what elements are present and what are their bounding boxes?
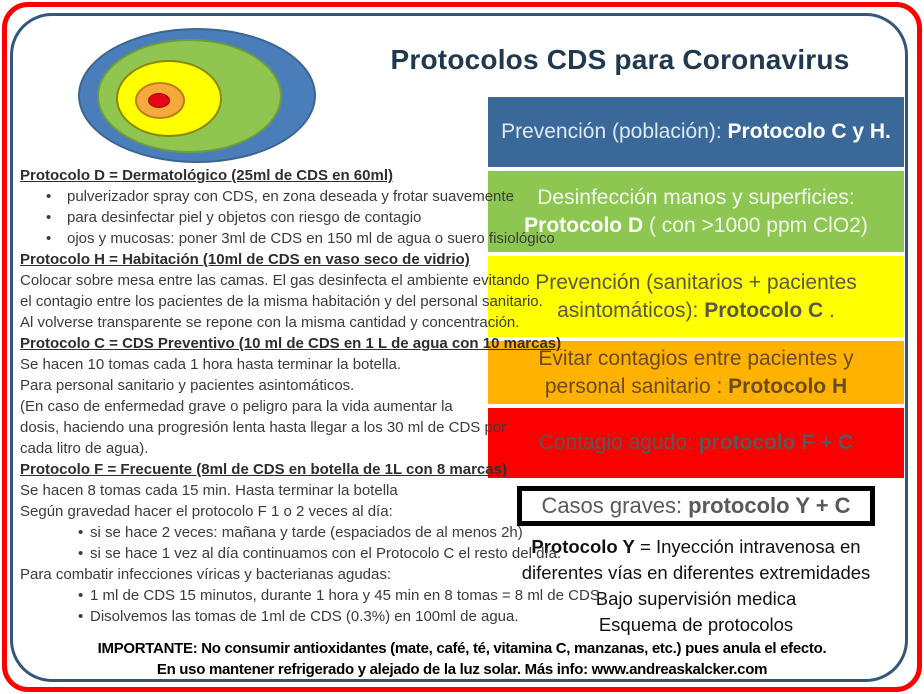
bullet-icon: •	[46, 209, 52, 226]
box-casos-graves: Casos graves: protocolo Y + C	[517, 486, 875, 526]
footer-line1: IMPORTANTE: No consumir antioxidantes (mate, café, té, vitamina C, manzanas, etc.) pues anula el efecto.	[97, 640, 827, 657]
box-prevencion-poblacion: Prevención (población): Protocolo C y H.	[488, 97, 904, 167]
box-desinfeccion-manos: Desinfección manos y superficies: Protocolo D ( con >1000 ppm ClO2)	[488, 171, 904, 252]
bullet-icon: •	[78, 545, 84, 562]
protocol-text-line: Se hacen 8 tomas cada 15 min. Hasta terminar la botella	[20, 482, 398, 499]
protocol-text-line: Según gravedad hacer el protocolo F 1 o 2 veces al día:	[20, 503, 393, 520]
protocol-text-line: • si se hace 1 vez al día continuamos con el Protocolo C el resto del día.	[78, 545, 562, 562]
protocol-text-line: • si se hace 2 veces: mañana y tarde (espaciados de al menos 2h)	[78, 524, 523, 541]
protocol-text-line: • para desinfectar piel y objetos con riesgo de contagio	[46, 209, 422, 226]
protocol-y-line2: diferentes vías en diferentes extremidades	[521, 562, 871, 583]
protocol-text-line: Para combatir infecciones víricas y bacterianas agudas:	[20, 566, 392, 583]
page-title: Protocolos CDS para Coronavirus	[390, 44, 850, 75]
protocol-text-line: Colocar sobre mesa entre las camas. El gas desinfecta el ambiente evitando	[20, 272, 530, 289]
box-prevencion-sanitarios: Prevención (sanitarios + pacientes asintomáticos): Protocolo C .	[488, 256, 904, 337]
protocol-text-line: Se hacen 10 tomas cada 1 hora hasta terminar la botella.	[20, 356, 402, 373]
protocol-y-line1: Protocolo Y = Inyección intravenosa en	[531, 536, 861, 557]
protocol-text-line: Protocolo H = Habitación (10ml de CDS en vaso seco de vidrio)	[20, 251, 470, 268]
protocol-text-line: Al volverse transparente se repone con la misma cantidad y concentración.	[20, 314, 520, 331]
protocol-details	[20, 165, 604, 627]
bullet-icon: •	[46, 230, 52, 247]
bullet-icon: •	[46, 188, 52, 205]
protocol-text-line: Protocolo D = Dermatológico (25ml de CDS en 60ml)	[20, 167, 393, 184]
protocol-text-line: • ojos y mucosas: poner 3ml de CDS en 150 ml de agua o suero fisiológico	[46, 230, 555, 247]
severity-boxes-column	[488, 97, 904, 526]
footer-warning	[0, 638, 924, 680]
box-contagio-agudo: Contagio agudo: protocolo F + C	[488, 408, 904, 478]
protocol-y-line4: Esquema de protocolos	[598, 614, 794, 635]
protocol-y-line3: Bajo supervisión medica	[595, 588, 797, 609]
protocol-text-line: (En caso de enfermedad grave o peligro para la vida aumentar la	[20, 398, 453, 415]
bullet-icon: •	[78, 608, 84, 625]
protocol-text-line: cada litro de agua).	[20, 440, 149, 457]
bullet-icon: •	[78, 524, 84, 541]
protocol-text-line: • pulverizador spray con CDS, en zona deseada y frotar suavemente	[46, 188, 514, 205]
protocol-text-line: dosis, haciendo una progresión lenta hasta llegar a los 30 ml de CDS por	[20, 419, 507, 436]
footer-line2: En uso mantener refrigerado y alejado de la luz solar. Más info: www.andreaskalcker.com	[156, 661, 768, 678]
protocol-text-line: • Disolvemos las tomas de 1ml de CDS (0.3%) en 100ml de agua.	[78, 608, 519, 625]
protocol-text-line: el contagio entre los pacientes de la misma habitación y del personal sanitario.	[20, 293, 543, 310]
protocol-text-line: Para personal sanitario y pacientes asintomáticos.	[20, 377, 355, 394]
protocol-text-line: • 1 ml de CDS 15 minutos, durante 1 hora y 45 min en 8 tomas = 8 ml de CDS.	[78, 587, 604, 604]
box-evitar-contagios: Evitar contagios entre pacientes y personal sanitario : Protocolo H	[488, 341, 904, 404]
ring-red-icon	[148, 93, 170, 108]
protocol-text-line: Protocolo C = CDS Preventivo (10 ml de CDS en 1 L de agua con 10 marcas)	[20, 335, 562, 352]
bullet-icon: •	[78, 587, 84, 604]
protocol-text-line: Protocolo F = Frecuente (8ml de CDS en botella de 1L con 8 marcas)	[20, 461, 507, 478]
